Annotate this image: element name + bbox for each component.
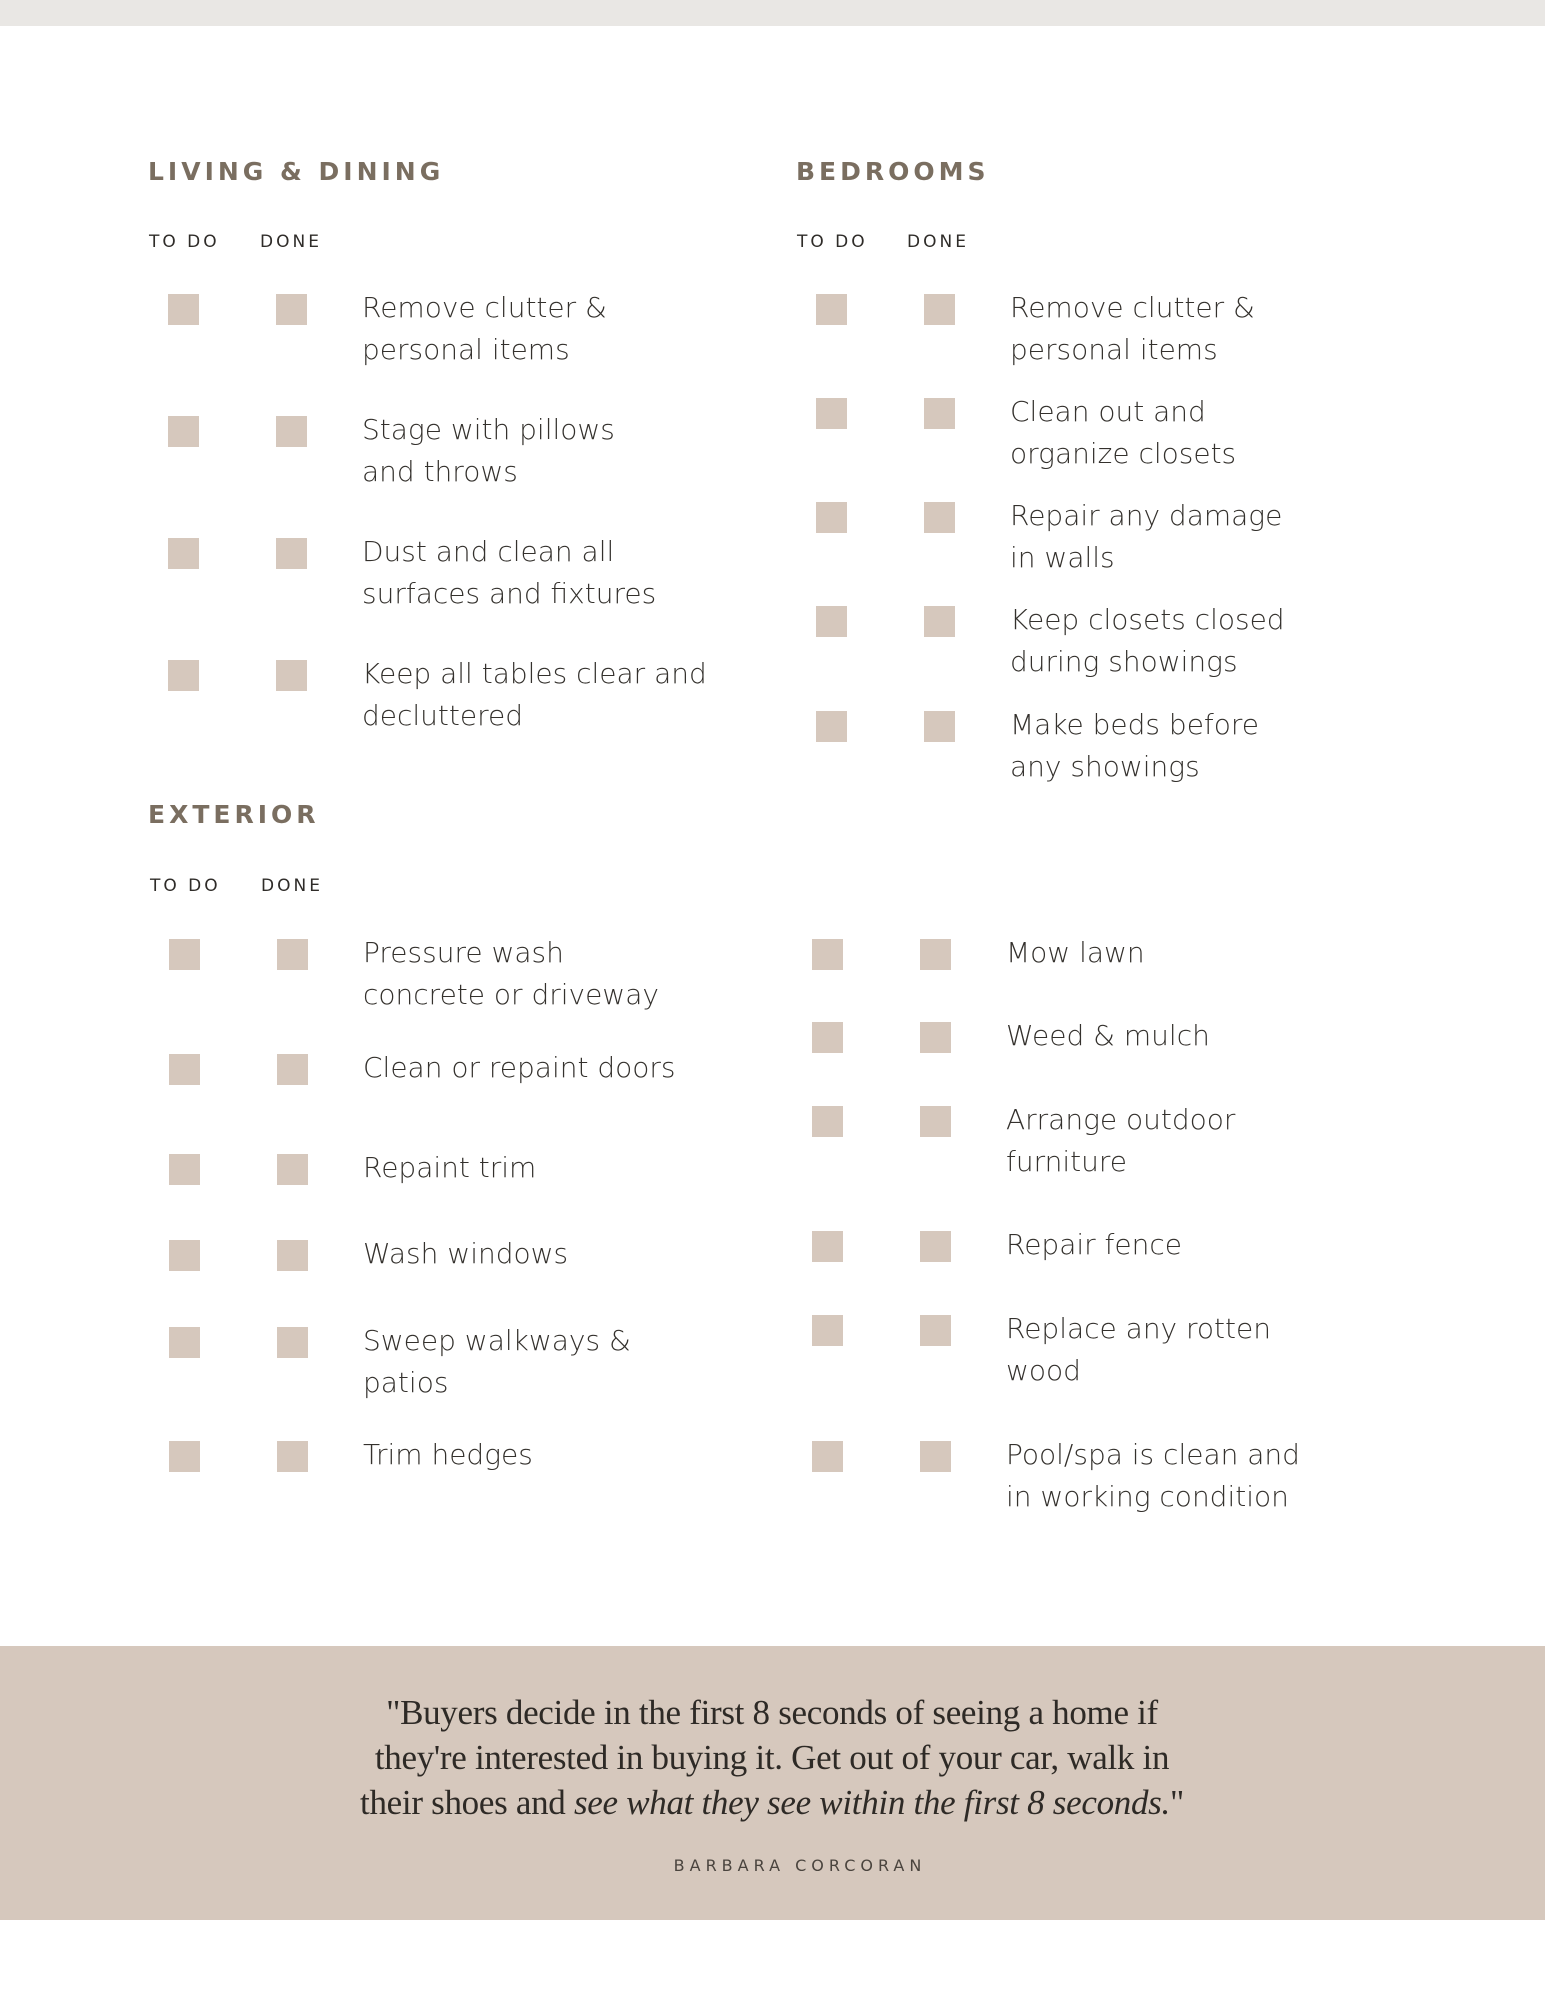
todo-checkbox[interactable] (812, 1022, 843, 1053)
checklist-item: Remove clutter & personal items (1010, 291, 1255, 366)
top-bar (0, 0, 1545, 26)
col-head-todo: TO DO (150, 876, 221, 896)
done-checkbox[interactable] (277, 1154, 308, 1185)
checklist-item: Keep all tables clear and decluttered (362, 657, 707, 732)
section-title-living-dining: LIVING & DINING (148, 157, 445, 186)
done-checkbox[interactable] (277, 939, 308, 970)
done-checkbox[interactable] (920, 1231, 951, 1262)
checklist-item: Make beds before any showings (1010, 708, 1260, 783)
done-checkbox[interactable] (924, 606, 955, 637)
col-head-todo: TO DO (149, 232, 220, 252)
todo-checkbox[interactable] (168, 294, 199, 325)
checklist-item: Pressure wash concrete or driveway (363, 936, 659, 1011)
quote-line-2: they're interested in buying it. Get out of your car, walk in (374, 1738, 1170, 1777)
col-head-done: DONE (907, 232, 969, 252)
checklist-item: Clean or repaint doors (363, 1051, 676, 1084)
todo-checkbox[interactable] (169, 1327, 200, 1358)
checklist-item: Wash windows (363, 1237, 569, 1270)
checklist-item: Sweep walkways & patios (363, 1324, 631, 1399)
todo-checkbox[interactable] (812, 1315, 843, 1346)
quote-line-1: "Buyers decide in the first 8 seconds of seeing a home if (386, 1693, 1158, 1732)
done-checkbox[interactable] (277, 1240, 308, 1271)
done-checkbox[interactable] (924, 502, 955, 533)
quote-closing: " (1169, 1783, 1184, 1822)
col-head-todo: TO DO (797, 232, 868, 252)
todo-checkbox[interactable] (816, 606, 847, 637)
todo-checkbox[interactable] (169, 939, 200, 970)
checklist-item: Trim hedges (363, 1438, 533, 1471)
done-checkbox[interactable] (920, 1106, 951, 1137)
done-checkbox[interactable] (277, 1441, 308, 1472)
done-checkbox[interactable] (276, 538, 307, 569)
checklist-item: Clean out and organize closets (1010, 395, 1237, 470)
checklist-item: Repaint trim (363, 1151, 537, 1184)
checklist-item: Dust and clean all surfaces and fixtures (362, 535, 657, 610)
done-checkbox[interactable] (924, 294, 955, 325)
done-checkbox[interactable] (920, 939, 951, 970)
todo-checkbox[interactable] (168, 538, 199, 569)
done-checkbox[interactable] (920, 1022, 951, 1053)
todo-checkbox[interactable] (169, 1441, 200, 1472)
done-checkbox[interactable] (924, 711, 955, 742)
done-checkbox[interactable] (924, 398, 955, 429)
checklist-item: Arrange outdoor furniture (1006, 1103, 1236, 1178)
todo-checkbox[interactable] (169, 1240, 200, 1271)
todo-checkbox[interactable] (812, 1441, 843, 1472)
todo-checkbox[interactable] (169, 1154, 200, 1185)
checklist-item: Remove clutter & personal items (362, 291, 607, 366)
quote-author: BARBARA CORCORAN (673, 1856, 927, 1875)
todo-checkbox[interactable] (816, 711, 847, 742)
section-title-exterior: EXTERIOR (148, 800, 320, 829)
checklist-item: Repair fence (1006, 1228, 1182, 1261)
todo-checkbox[interactable] (812, 1231, 843, 1262)
done-checkbox[interactable] (277, 1054, 308, 1085)
done-checkbox[interactable] (277, 1327, 308, 1358)
checklist-item: Replace any rotten wood (1006, 1312, 1271, 1387)
todo-checkbox[interactable] (168, 660, 199, 691)
col-head-done: DONE (261, 876, 323, 896)
todo-checkbox[interactable] (816, 398, 847, 429)
done-checkbox[interactable] (920, 1315, 951, 1346)
checklist-item: Weed & mulch (1006, 1019, 1210, 1052)
checklist-item: Mow lawn (1006, 936, 1145, 969)
checklist-item: Repair any damage in walls (1010, 499, 1283, 574)
checklist-item: Stage with pillows and throws (362, 413, 615, 488)
todo-checkbox[interactable] (169, 1054, 200, 1085)
checklist-item: Keep closets closed during showings (1010, 603, 1285, 678)
done-checkbox[interactable] (920, 1441, 951, 1472)
col-head-done: DONE (260, 232, 322, 252)
done-checkbox[interactable] (276, 416, 307, 447)
todo-checkbox[interactable] (812, 939, 843, 970)
todo-checkbox[interactable] (816, 294, 847, 325)
quote-line-3: their shoes and (360, 1783, 574, 1822)
todo-checkbox[interactable] (812, 1106, 843, 1137)
done-checkbox[interactable] (276, 294, 307, 325)
todo-checkbox[interactable] (168, 416, 199, 447)
todo-checkbox[interactable] (816, 502, 847, 533)
section-title-bedrooms: BEDROOMS (796, 157, 990, 186)
quote-line-3-italic: see what they see within the first 8 seconds. (573, 1783, 1170, 1822)
done-checkbox[interactable] (276, 660, 307, 691)
checklist-item: Pool/spa is clean and in working condition (1006, 1438, 1300, 1513)
quote-text (272, 1690, 1272, 1825)
